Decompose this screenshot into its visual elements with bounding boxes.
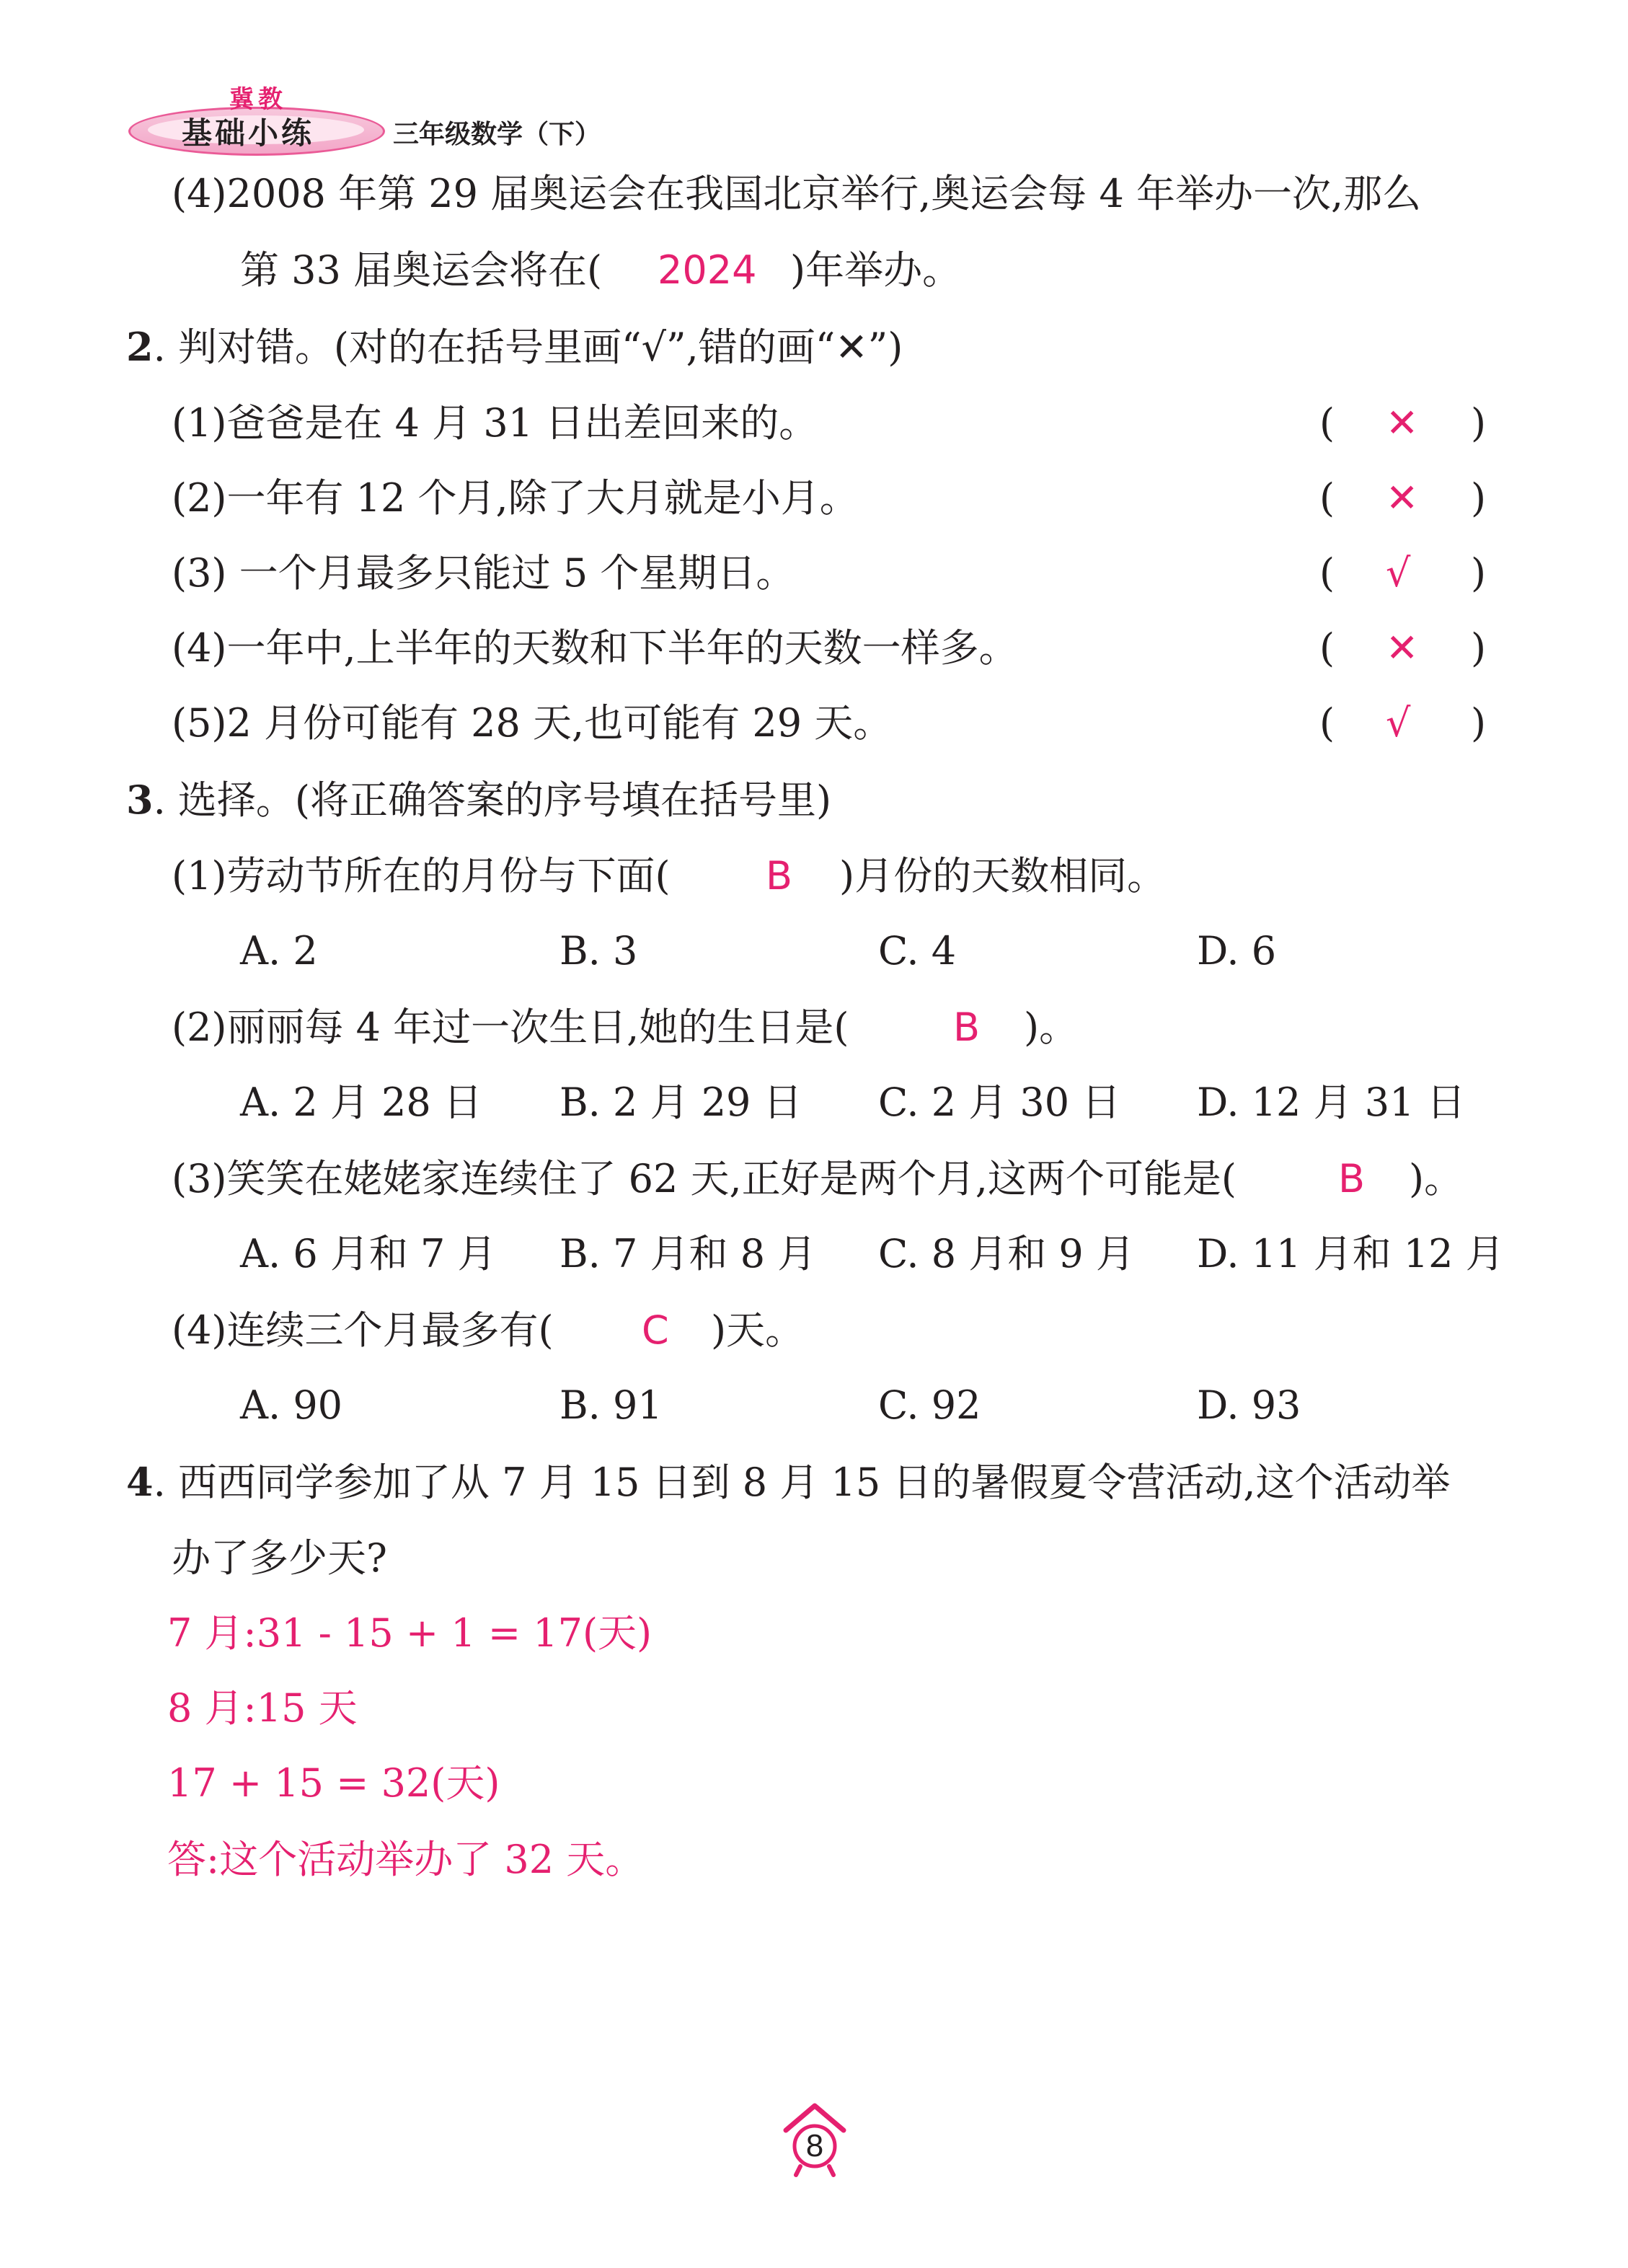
q2-item-3-close-paren: )	[1471, 550, 1487, 596]
q2-title-text: . 判对错。(对的在括号里画“√”,错的画“✕”)	[153, 325, 903, 370]
q3-item-3-suffix: )。	[1409, 1156, 1464, 1201]
q1-4-line2-prefix: 第 33 届奥运会将在(	[240, 247, 603, 293]
q3-item-2-suffix: )。	[1024, 1005, 1079, 1050]
q2-item-4: (4)一年中,上半年的天数和下半年的天数一样多。	[172, 625, 1018, 671]
q2-item-2-open-paren: (	[1319, 475, 1335, 521]
q4-solution-line-1: 7 月:31 - 15 + 1 = 17(天)	[167, 1610, 652, 1656]
q3-item-4-answer: C	[642, 1307, 669, 1353]
q3-item-1-option-d: D. 6	[1197, 928, 1277, 974]
q4-solution-line-3: 17 + 15 = 32(天)	[167, 1760, 500, 1806]
q2-item-5: (5)2 月份可能有 28 天,也可能有 29 天。	[172, 700, 893, 746]
q3-item-4-prefix: (4)连续三个月最多有(	[172, 1307, 554, 1353]
q4-solution-line-2: 8 月:15 天	[167, 1685, 358, 1731]
q3-item-1-prefix: (1)劳动节所在的月份与下面(	[172, 853, 671, 899]
q1-4-line2-suffix: )年举办。	[790, 247, 962, 293]
q3-item-4-option-a: A. 90	[240, 1382, 343, 1428]
q3-item-4-suffix: )天。	[711, 1307, 805, 1353]
q2-number: 2	[126, 324, 154, 370]
q2-item-4-close-paren: )	[1471, 625, 1487, 671]
header-publisher: 冀教	[229, 85, 287, 114]
q2-item-2-answer: ✕	[1386, 475, 1419, 521]
q4-number: 4	[126, 1459, 154, 1505]
q3-item-3-prefix: (3)笑笑在姥姥家连续住了 62 天,正好是两个月,这两个可能是(	[172, 1156, 1237, 1201]
q3-item-2-option-b: B. 2 月 29 日	[559, 1080, 802, 1125]
q2-item-4-answer: ✕	[1386, 625, 1419, 671]
q4-line2: 办了多少天?	[172, 1535, 387, 1581]
q2-item-1-answer: ✕	[1386, 400, 1419, 446]
q4-solution-answer: 答:这个活动举办了 32 天。	[167, 1837, 645, 1882]
page-number-badge	[779, 2100, 851, 2179]
q2-item-1-open-paren: (	[1319, 400, 1335, 446]
q3-item-4-option-c: C. 92	[878, 1382, 981, 1428]
q4-line1	[126, 1457, 1451, 1508]
q3-item-3-option-c: C. 8 月和 9 月	[878, 1231, 1135, 1276]
q2-item-5-answer: √	[1386, 700, 1411, 746]
page-number: 8	[805, 2128, 824, 2163]
q3-item-2-option-a: A. 2 月 28 日	[240, 1080, 482, 1125]
q2-item-3-answer: √	[1386, 550, 1411, 596]
q2-item-5-close-paren: )	[1471, 700, 1487, 746]
q3-item-1-suffix: )月份的天数相同。	[839, 853, 1167, 899]
q3-item-2-option-c: C. 2 月 30 日	[878, 1080, 1121, 1125]
q3-item-1-option-a: A. 2	[240, 928, 318, 974]
q1-4-answer: 2024	[658, 247, 757, 293]
q4-line1-text: . 西西同学参加了从 7 月 15 日到 8 月 15 日的暑假夏令营活动,这个活动举	[153, 1460, 1451, 1505]
q3-item-3-answer: B	[1338, 1156, 1366, 1201]
header-brand: 基础小练	[182, 115, 315, 151]
q3-item-4-option-d: D. 93	[1197, 1382, 1301, 1428]
q2-title	[126, 322, 903, 373]
q3-item-1-option-b: B. 3	[559, 928, 638, 974]
q3-item-2-option-d: D. 12 月 31 日	[1197, 1080, 1466, 1125]
q2-item-3-open-paren: (	[1319, 550, 1335, 596]
q3-title-text: . 选择。(将正确答案的序号填在括号里)	[153, 777, 832, 823]
q3-item-4-option-b: B. 91	[559, 1382, 663, 1428]
q2-item-4-open-paren: (	[1319, 625, 1335, 671]
q1-4-line1: (4)2008 年第 29 届奥运会在我国北京举行,奥运会每 4 年举办一次,那么	[172, 171, 1422, 216]
q3-item-2-answer: B	[953, 1005, 981, 1050]
q2-item-2: (2)一年有 12 个月,除了大月就是小月。	[172, 475, 859, 521]
q3-item-3-option-d: D. 11 月和 12 月	[1197, 1231, 1505, 1276]
q3-item-3-option-b: B. 7 月和 8 月	[559, 1231, 817, 1276]
header-subject: 三年级数学（下）	[393, 120, 601, 149]
q2-item-2-close-paren: )	[1471, 475, 1487, 521]
q2-item-1: (1)爸爸是在 4 月 31 日出差回来的。	[172, 400, 818, 446]
q3-item-1-option-c: C. 4	[878, 928, 957, 974]
q3-item-2-prefix: (2)丽丽每 4 年过一次生日,她的生日是(	[172, 1005, 849, 1050]
q2-item-5-open-paren: (	[1319, 700, 1335, 746]
q2-item-3: (3) 一个月最多只能过 5 个星期日。	[172, 550, 795, 596]
q3-number: 3	[126, 777, 154, 823]
q3-item-3-option-a: A. 6 月和 7 月	[240, 1231, 497, 1276]
q2-item-1-close-paren: )	[1471, 400, 1487, 446]
q3-item-1-answer: B	[766, 853, 793, 899]
q3-title	[126, 775, 831, 826]
